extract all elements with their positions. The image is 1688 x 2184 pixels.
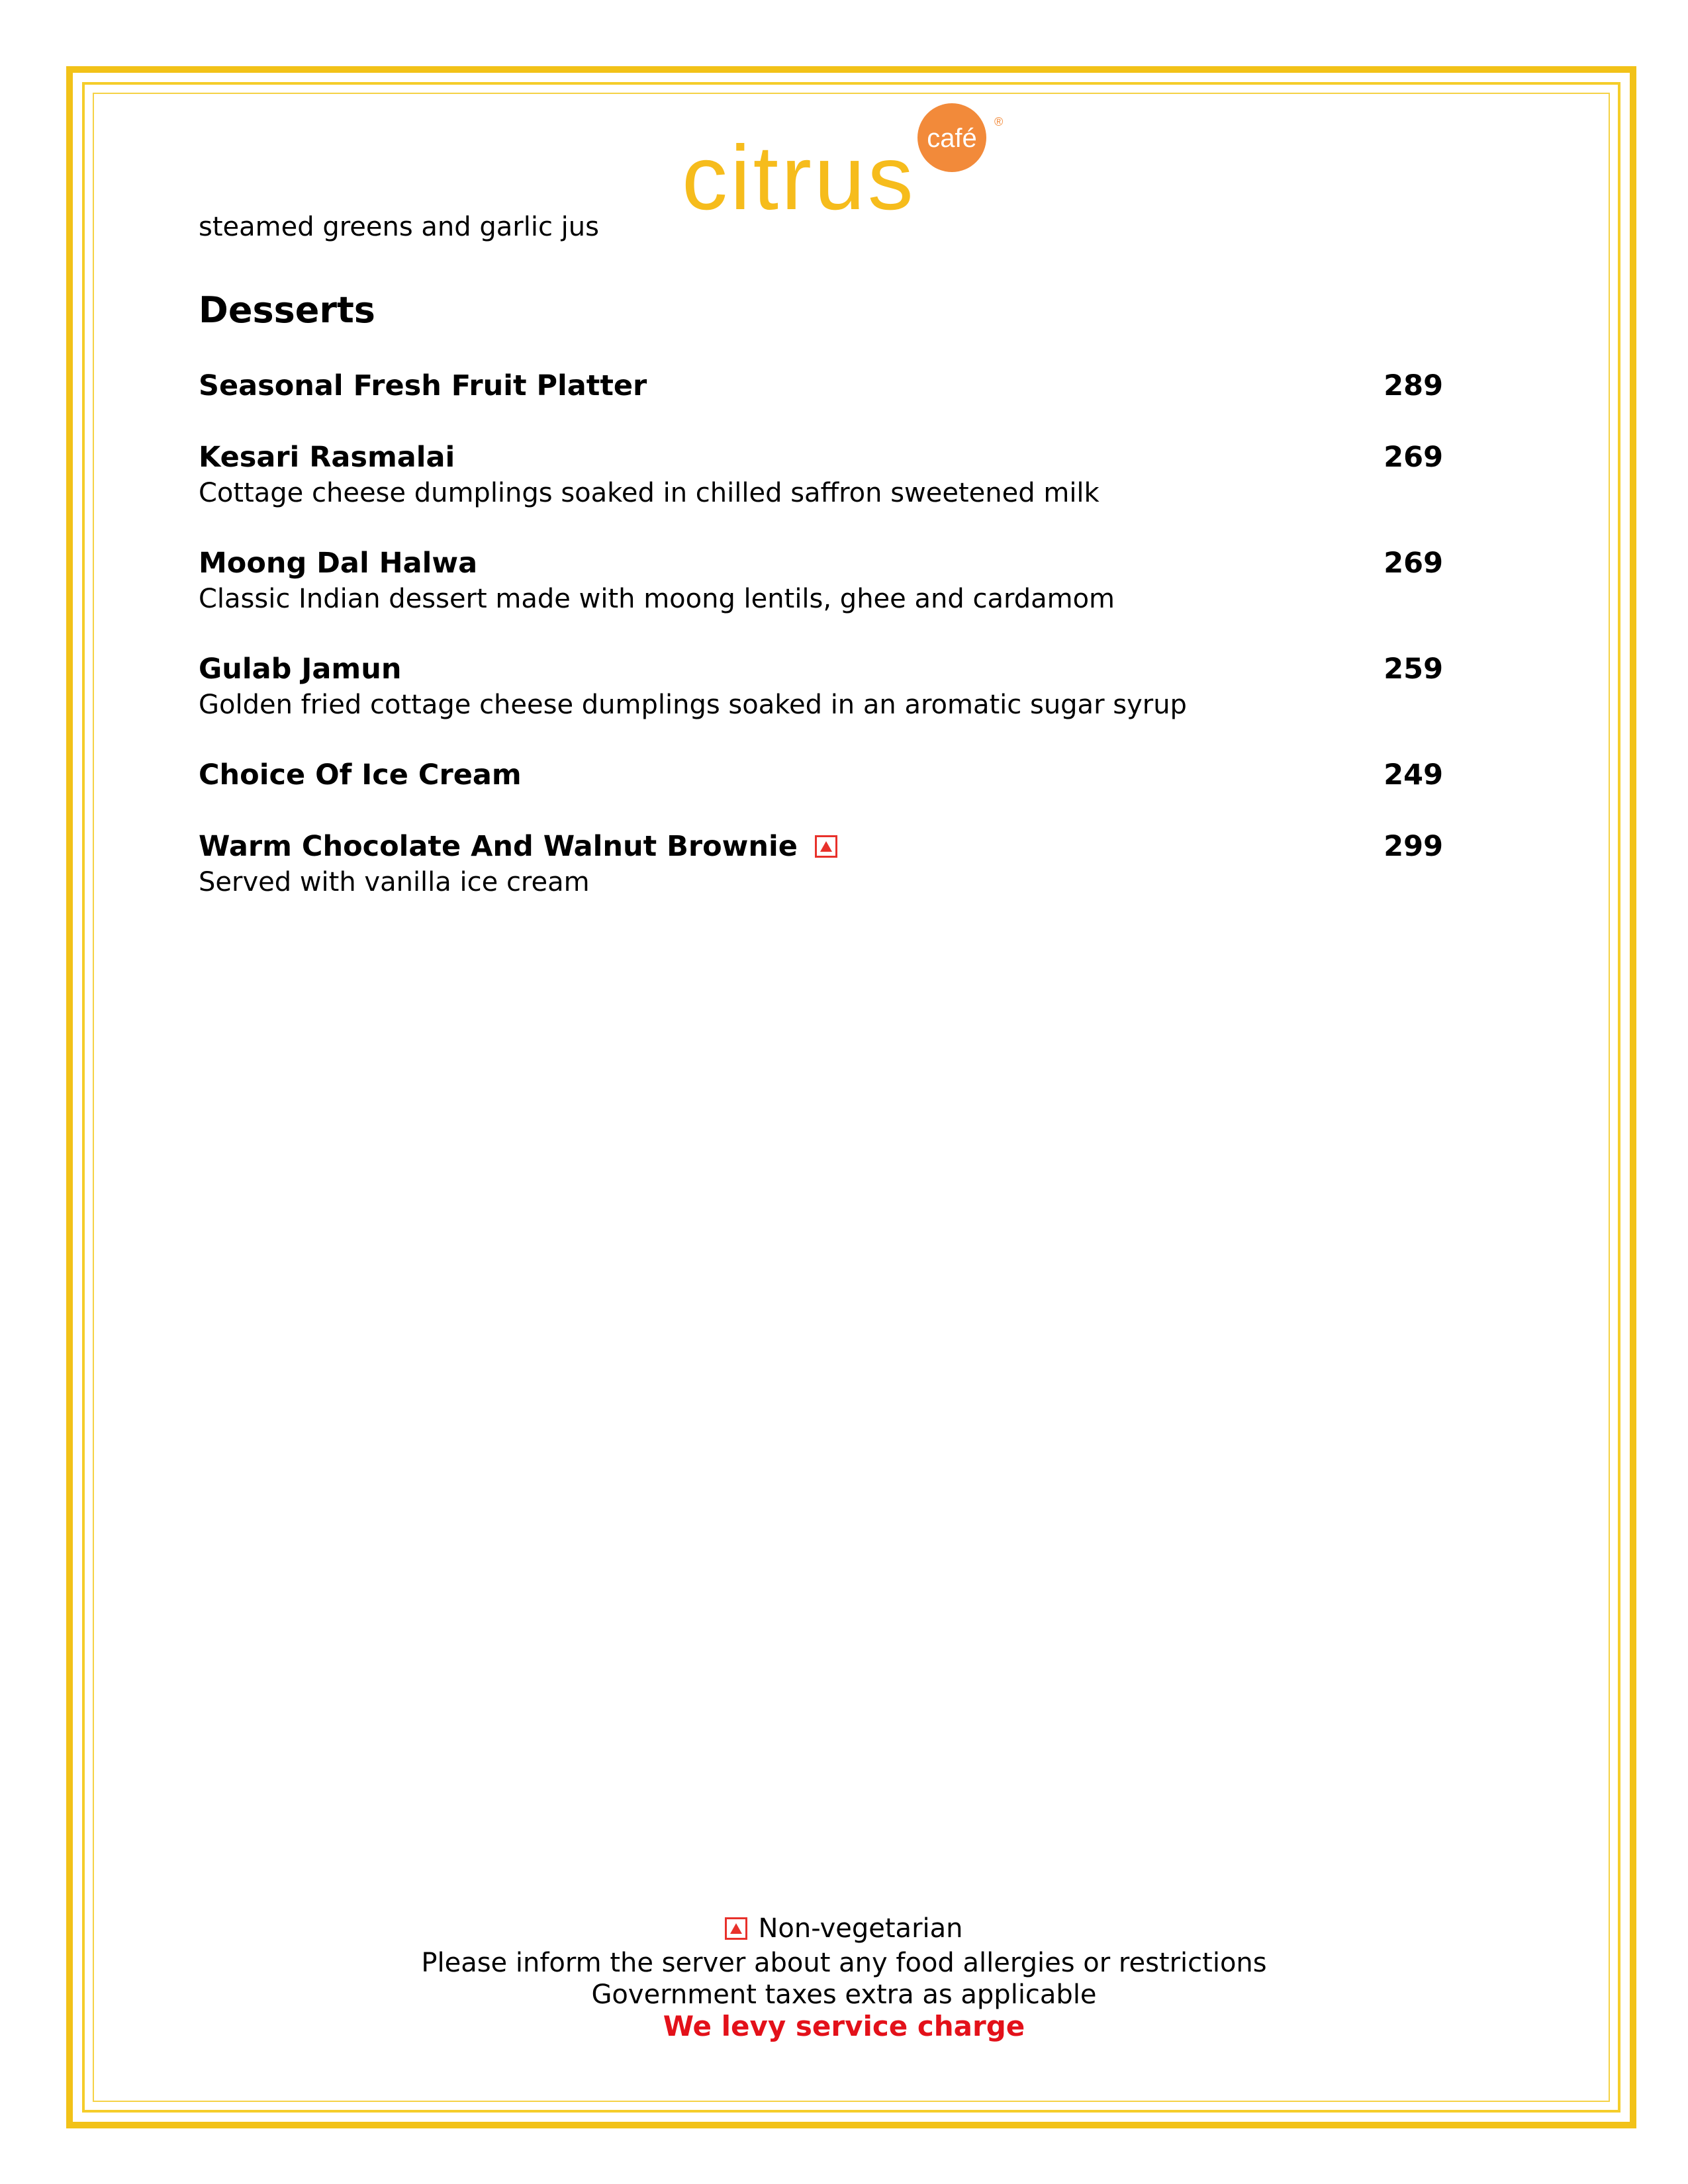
item-price: 269 [1383, 441, 1443, 474]
logo-citrus-text: citrus [682, 127, 916, 215]
item-name: Kesari Rasmalai [199, 441, 455, 474]
item-name: Moong Dal Halwa [199, 547, 478, 580]
menu-item [199, 439, 1443, 510]
dessert-menu-list [199, 367, 1443, 934]
logo-registered-mark: ® [994, 115, 1004, 128]
item-name: Gulab Jamun [199, 653, 402, 686]
item-name: Seasonal Fresh Fruit Platter [199, 369, 647, 402]
item-price: 259 [1383, 653, 1443, 686]
legend-label: Non-vegetarian [758, 1913, 963, 1944]
item-name: Warm Chocolate And Walnut Brownie [199, 830, 798, 863]
citrus-cafe-logo [682, 99, 1013, 215]
menu-item [199, 756, 1443, 794]
logo-cafe-text: café [927, 124, 977, 153]
section-title: Desserts [199, 289, 375, 331]
menu-item [199, 545, 1443, 616]
item-name: Choice Of Ice Cream [199, 758, 522, 792]
legend [725, 1913, 962, 1944]
item-description: Golden fried cottage cheese dumplings soaked in an aromatic sugar syrup [199, 690, 1187, 720]
non-vegetarian-icon [815, 835, 837, 858]
service-charge-note: We levy service charge [663, 2010, 1025, 2042]
menu-footer [0, 1913, 1688, 2042]
previous-item-description: steamed greens and garlic jus [199, 212, 599, 242]
item-price: 249 [1383, 758, 1443, 792]
menu-item [199, 367, 1443, 404]
menu-item [199, 651, 1443, 722]
item-description: Classic Indian dessert made with moong lentils, ghee and cardamom [199, 584, 1115, 614]
item-price: 269 [1383, 547, 1443, 580]
item-description: Served with vanilla ice cream [199, 867, 590, 897]
menu-item [199, 828, 1443, 899]
tax-note: Government taxes extra as applicable [591, 1979, 1097, 2010]
item-description: Cottage cheese dumplings soaked in chilled saffron sweetened milk [199, 478, 1100, 508]
item-price: 289 [1383, 369, 1443, 402]
non-vegetarian-icon [725, 1917, 747, 1940]
allergy-note: Please inform the server about any food allergies or restrictions [421, 1948, 1267, 1978]
item-price: 299 [1383, 830, 1443, 863]
